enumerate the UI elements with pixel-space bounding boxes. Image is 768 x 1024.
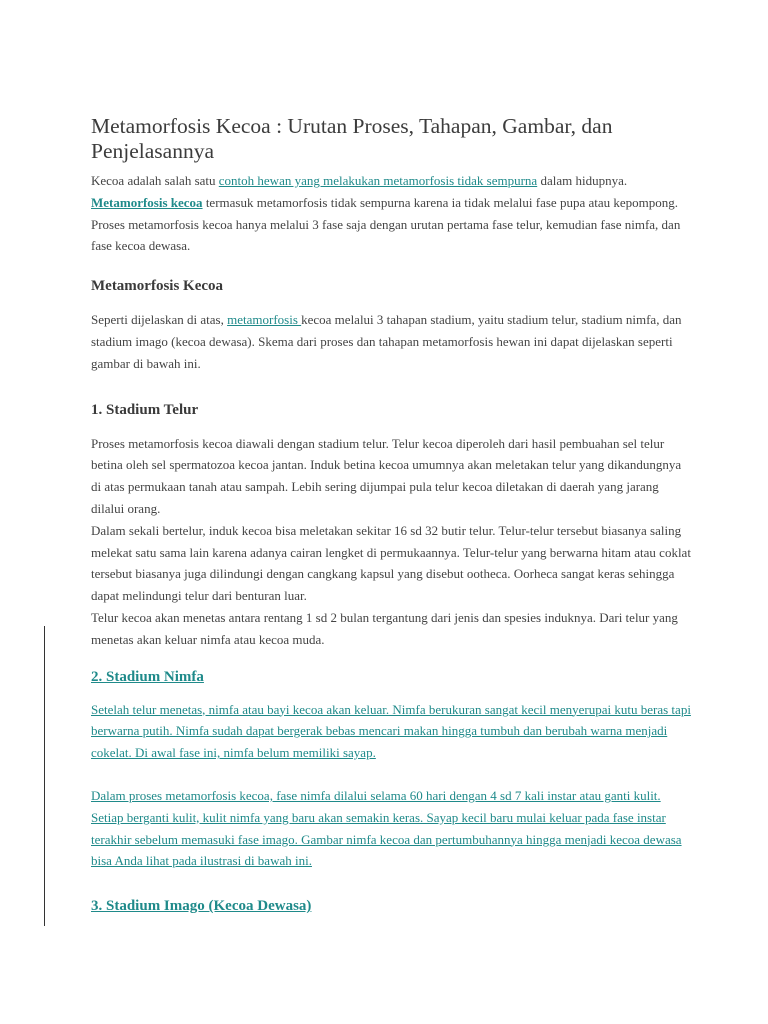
heading-stadium-nimfa[interactable]: 2. Stadium Nimfa	[91, 668, 204, 685]
intro-text-3: termasuk metamorfosis tidak sempurna karena ia tidak melalui fase pupa atau kepompong. Proses metamorfosis kecoa hanya melalui 3 fase saja dengan urutan pertama fase telur, kemudian fase nimfa, dan fase kecoa dewasa.	[91, 194, 681, 254]
article	[91, 114, 691, 915]
link-metamorfosis[interactable]: metamorfosis	[227, 312, 302, 328]
telur-paragraph-2: Dalam sekali bertelur, induk kecoa bisa meletakan sekitar 16 sd 32 butir telur. Telur-telur tersebut biasanya saling melekat satu sama lain karena adanya cairan lengket di permukaannya. Telur-telur yang berwarna hitam atau coklat tersebut biasanya juga dilindungi dengan cangkang kapsul yang disebut ootheca. Oorheca sangat keras sehingga dapat melindungi telur dari benturan luar.	[91, 522, 691, 604]
nimfa-paragraph-2[interactable]: Dalam proses metamorfosis kecoa, fase nimfa dilalui selama 60 hari dengan 4 sd 7 kali instar atau ganti kulit. Setiap berganti kulit, kulit nimfa yang baru akan semakin keras. Sayap kecil baru mulai keluar pada fase instar terakhir sebelum memasuki fase imago. Gambar nimfa kecoa dan pertumbuhannya hingga menjadi kecoa dewasa bisa Anda lihat pada ilustrasi di bawah ini.	[91, 787, 682, 869]
meta-paragraph	[91, 309, 691, 374]
heading-stadium-telur: 1. Stadium Telur	[91, 401, 199, 418]
link-contoh-hewan[interactable]: contoh hewan yang melakukan metamorfosis tidak sempurna	[218, 173, 538, 188]
margin-rule	[44, 626, 45, 926]
heading-metamorfosis-kecoa: Metamorfosis Kecoa	[91, 278, 224, 295]
intro-text-2: dalam hidupnya.	[537, 173, 628, 188]
intro-paragraph	[91, 170, 691, 257]
intro-text-1: Kecoa adalah salah satu	[91, 173, 219, 188]
spacer	[91, 764, 691, 785]
telur-paragraph-3: Telur kecoa akan menetas antara rentang 1 sd 2 bulan tergantung dari jenis dan spesies induknya. Dari telur yang menetas akan keluar nimfa atau kecoa muda.	[91, 609, 678, 647]
page-title: Metamorfosis Kecoa : Urutan Proses, Tahapan, Gambar, dan Penjelasannya	[91, 114, 613, 163]
meta-text-2: kecoa melalui 3 tahapan stadium, yaitu stadium telur, stadium nimfa, dan stadium imago (kecoa dewasa). Skema dari proses dan tahapan metamorfosis hewan ini dapat dijelaskan seperti gambar di bawah ini.	[91, 312, 682, 371]
link-metamorfosis-kecoa-label: Metamorfosis kecoa	[91, 194, 203, 210]
link-metamorfosis-kecoa[interactable]	[91, 195, 203, 210]
meta-text-1: Seperti dijelaskan di atas,	[91, 312, 228, 328]
nimfa-paragraph-1[interactable]: Setelah telur menetas, nimfa atau bayi kecoa akan keluar. Nimfa berukuran sangat kecil menyerupai kutu beras tapi berwarna putih. Nimfa sudah dapat bergerak bebas mencari makan hingga tumbuh dan berubah warna menjadi cokelat. Di awal fase ini, nimfa belum memiliki sayap.	[91, 701, 691, 761]
heading-stadium-imago[interactable]: 3. Stadium Imago (Kecoa Dewasa)	[91, 898, 312, 915]
telur-paragraph-1: Proses metamorfosis kecoa diawali dengan stadium telur. Telur kecoa diperoleh dari hasil pembuahan sel telur betina oleh sel spermatozoa kecoa jantan. Induk betina kecoa umumnya akan meletakan telur yang dikandungnya di atas permukaan tanah atau sampah. Lebih sering dijumpai pula telur kecoa diletakan di daerah yang jarang dilalui orang.	[91, 435, 682, 516]
